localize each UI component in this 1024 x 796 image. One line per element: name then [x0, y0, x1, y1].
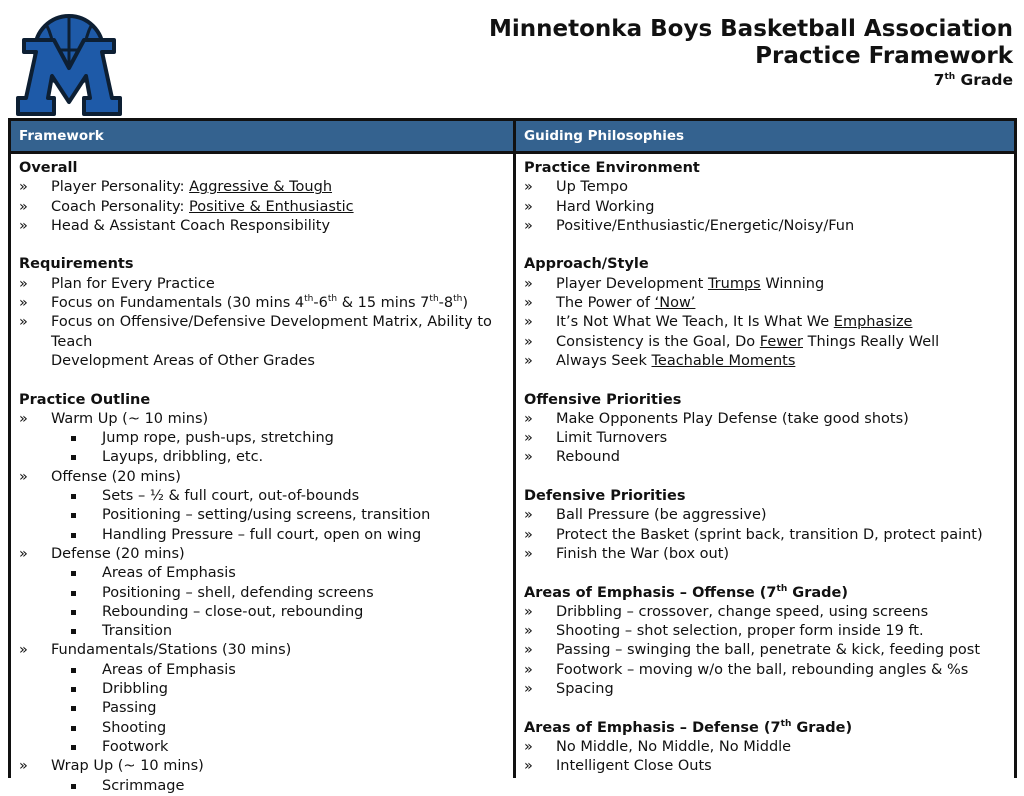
list-item: » Rebound	[524, 449, 621, 466]
minnetonka-m-logo	[14, 12, 124, 118]
list-item: » Player Development Trumps Winning	[524, 275, 825, 292]
approach-style-section	[524, 255, 1006, 371]
sub-item: Handling Pressure – full court, open on wing	[19, 526, 505, 545]
list-item: » Passing – swinging the ball, penetrate & kick, feeding post	[524, 642, 981, 659]
sub-item: Transition	[19, 622, 505, 641]
defensive-priorities-section	[524, 487, 1006, 564]
sub-item: Areas of Emphasis	[19, 661, 505, 680]
list-item: » Coach Personality: Positive & Enthusiastic	[19, 198, 354, 215]
sub-item: Sets – ½ & full court, out-of-bounds	[19, 487, 505, 506]
section-title: Requirements	[19, 256, 134, 273]
list-item: » Player Personality: Aggressive & Tough	[19, 179, 333, 196]
list-item: » Positive/Enthusiastic/Energetic/Noisy/Fun	[524, 217, 855, 234]
guiding-philosophies-column	[516, 121, 1014, 778]
list-item: » Protect the Basket (sprint back, transition D, protect paint)	[524, 526, 983, 543]
list-item: » Intelligent Close Outs	[524, 758, 712, 775]
sub-item: Scrimmage	[19, 777, 505, 796]
list-item: » Plan for Every Practice	[19, 275, 215, 292]
guiding-philosophies-header: Guiding Philosophies	[516, 121, 1014, 154]
section-title: Areas of Emphasis – Offense (7th Grade)	[524, 583, 848, 601]
list-item: » Focus on Offensive/Defensive Development Matrix, Ability to Teach Development Areas of Other Grades	[19, 314, 492, 369]
list-item: » Footwork – moving w/o the ball, rebounding angles & %s	[524, 661, 969, 678]
list-item: » Make Opponents Play Defense (take good shots)	[524, 410, 909, 427]
section-title: Overall	[19, 160, 78, 176]
list-item: » No Middle, No Middle, No Middle	[524, 738, 792, 755]
section-title: Approach/Style	[524, 256, 649, 273]
list-item: » Defense (20 mins)	[19, 545, 185, 562]
list-item: » Fundamentals/Stations (30 mins)	[19, 642, 292, 659]
list-item: » Dribbling – crossover, change speed, using screens	[524, 603, 929, 620]
offensive-priorities-section	[524, 391, 1006, 468]
list-item: » Warm Up (~ 10 mins)	[19, 410, 209, 427]
sub-item: Positioning – setting/using screens, transition	[19, 506, 505, 525]
list-item: » The Power of ‘Now’	[524, 295, 696, 312]
framework-table	[8, 118, 1017, 794]
sub-item: Shooting	[19, 719, 505, 738]
list-item: » Ball Pressure (be aggressive)	[524, 507, 767, 524]
document-header	[489, 16, 1013, 90]
section-title: Offensive Priorities	[524, 391, 682, 408]
list-item: » Hard Working	[524, 198, 655, 215]
list-item: » Offense (20 mins)	[19, 468, 181, 485]
list-item: » Shooting – shot selection, proper form inside 19 ft.	[524, 623, 924, 640]
sub-item: Dribbling	[19, 680, 505, 699]
list-item: » Focus on Fundamentals (30 mins 4th-6th & 15 mins 7th-8th)	[19, 294, 469, 312]
sub-item: Jump rope, push-ups, stretching	[19, 429, 505, 448]
overall-section	[19, 159, 505, 236]
section-title: Practice Environment	[524, 160, 700, 176]
requirements-section	[19, 255, 505, 371]
list-item: » Limit Turnovers	[524, 430, 668, 447]
list-item: » Always Seek Teachable Moments	[524, 352, 796, 369]
list-item: » Head & Assistant Coach Responsibility	[19, 217, 331, 234]
sub-item: Passing	[19, 699, 505, 718]
section-title: Practice Outline	[19, 391, 151, 408]
section-title: Defensive Priorities	[524, 488, 686, 505]
grade-title: 7th Grade	[933, 71, 1013, 89]
framework-header: Framework	[11, 121, 513, 154]
practice-outline-section	[19, 391, 505, 796]
sub-item: Rebounding – close-out, rebounding	[19, 603, 505, 622]
list-item: » It’s Not What We Teach, It Is What We Emphasize	[524, 314, 913, 331]
list-item: » Up Tempo	[524, 179, 628, 196]
framework-title: Practice Framework	[755, 43, 1013, 69]
emphasis-offense-section	[524, 584, 1006, 700]
section-title: Areas of Emphasis – Defense (7th Grade)	[524, 718, 853, 736]
sub-item: Positioning – shell, defending screens	[19, 584, 505, 603]
list-item: » Wrap Up (~ 10 mins)	[19, 758, 204, 775]
list-item: » Consistency is the Goal, Do Fewer Things Really Well	[524, 333, 940, 350]
association-title: Minnetonka Boys Basketball Association	[489, 16, 1013, 42]
sub-item: Layups, dribbling, etc.	[19, 448, 505, 467]
list-item: » Finish the War (box out)	[524, 545, 730, 562]
sub-item: Areas of Emphasis	[19, 564, 505, 583]
practice-environment-section	[524, 159, 1006, 236]
sub-item: Footwork	[19, 738, 505, 757]
list-item: » Spacing	[524, 681, 614, 698]
framework-column	[11, 121, 516, 794]
